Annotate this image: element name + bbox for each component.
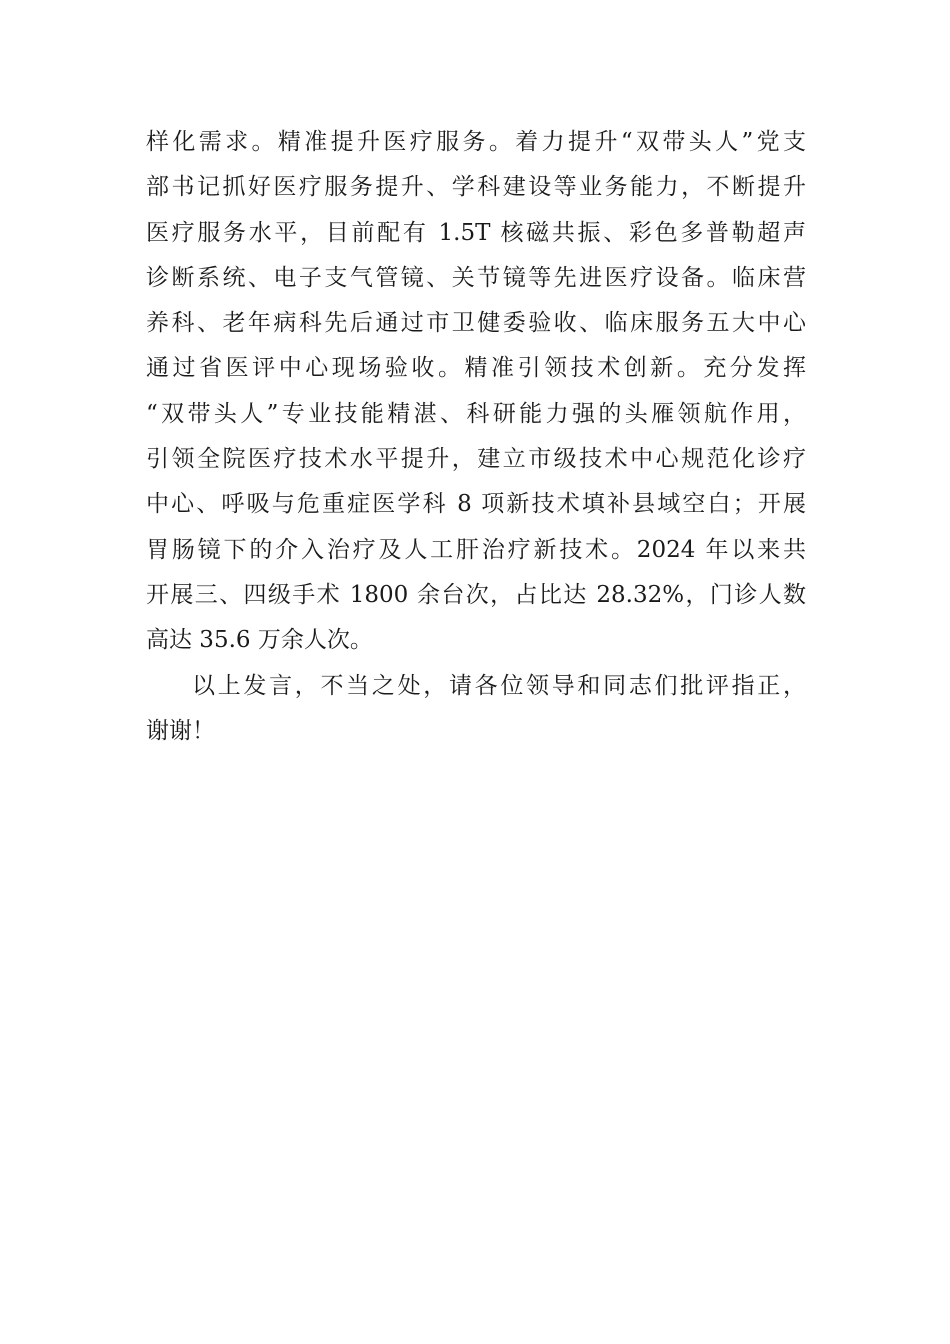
paragraph-2	[146, 664, 806, 755]
text-line: 养科、老年病科先后通过市卫健委验收、临床服务五大中心	[146, 310, 806, 337]
text-line: 引领全院医疗技术水平提升，建立市级技术中心规范化诊疗	[146, 446, 806, 473]
text-line: 高达 35.6 万余人次。	[146, 627, 373, 654]
text-line: 诊断系统、电子支气管镜、关节镜等先进医疗设备。临床营	[146, 264, 806, 291]
text-line: 中心、呼吸与危重症医学科 8 项新技术填补县域空白；开展	[146, 491, 806, 518]
text-line: “双带头人”专业技能精湛、科研能力强的头雁领航作用，	[146, 400, 806, 427]
document-body	[146, 120, 806, 754]
text-line: 通过省医评中心现场验收。精准引领技术创新。充分发挥	[146, 355, 806, 382]
text-line: 胃肠镜下的介入治疗及人工肝治疗新技术。2024 年以来共	[146, 536, 806, 563]
paragraph-1	[146, 120, 806, 664]
text-line: 以上发言，不当之处，请各位领导和同志们批评指正，	[192, 672, 806, 699]
text-line: 医疗服务水平，目前配有 1.5T 核磁共振、彩色多普勒超声	[146, 219, 806, 246]
text-line: 谢谢！	[146, 717, 215, 744]
text-line: 样化需求。精准提升医疗服务。着力提升“双带头人”党支	[146, 129, 806, 155]
text-line: 开展三、四级手术 1800 余台次，占比达 28.32%，门诊人数	[146, 581, 806, 608]
text-line: 部书记抓好医疗服务提升、学科建设等业务能力，不断提升	[146, 174, 806, 201]
